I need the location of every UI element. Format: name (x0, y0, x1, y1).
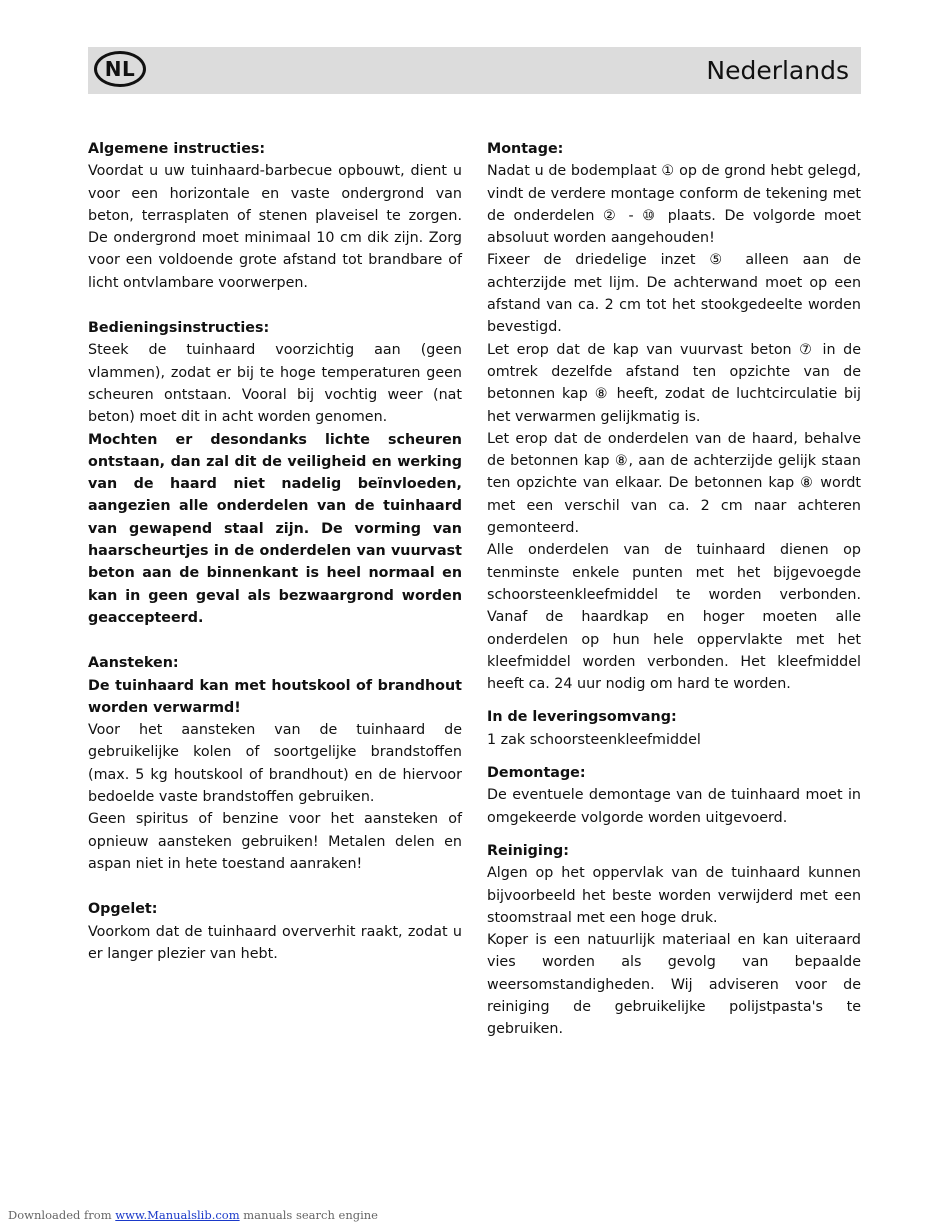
language-badge: NL (94, 51, 146, 87)
paragraph: Koper is een natuurlijk materiaal en kan uiteraard vies worden als gevolg van bepaalde weersomstandigheden. Wij adviseren voor de reiniging de gebruikelijke polijstpasta's te gebruiken. (487, 932, 861, 1038)
heading-aansteken: Aansteken: (88, 655, 179, 672)
paragraph: Let erop dat de kap van vuurvast beton ⑦ in de omtrek dezelfde afstand ten opzichte van de betonnen kap ⑧ heeft, zodat de luchtcirculatie bij het verwarmen gelijkmatig is. (487, 341, 861, 425)
paragraph: Nadat u de bodemplaat ① op de grond hebt gelegd, vindt de verdere montage conform de tekening met de onderdelen ② - ⑩ plaats. De volgorde moet absoluut worden aangehouden! (487, 163, 861, 247)
paragraph-bold: De tuinhaard kan met houtskool of brandhout worden verwarmd! (88, 677, 462, 716)
heading-levering: In de leveringsomvang: (487, 709, 677, 726)
paragraph: Steek de tuinhaard voorzichtig aan (geen vlammen), zodat er bij te hoge temperaturen geen scheuren ontstaan. Vooral bij vochtig weer (nat beton) moet dit in acht worden genomen. (88, 342, 462, 426)
language-title: Nederlands (706, 56, 849, 85)
section-aansteken (88, 652, 462, 875)
heading-bediening: Bedieningsinstructies: (88, 320, 270, 337)
paragraph: Algen op het oppervlak van de tuinhaard kunnen bijvoorbeeld het beste worden verwijderd met een stoomstraal met een hoge druk. (487, 865, 861, 926)
paragraph: Voorkom dat de tuinhaard oververhit raakt, zodat u er langer plezier van hebt. (88, 923, 462, 962)
paragraph: 1 zak schoorsteenkleefmiddel (487, 731, 701, 748)
section-reiniging (487, 840, 861, 1041)
page-header (88, 47, 861, 94)
section-montage (487, 138, 861, 695)
section-demontage (487, 762, 861, 829)
paragraph-bold: Mochten er desondanks lichte scheuren ontstaan, dan zal dit de veiligheid en werking van de haard niet nadelig beïnvloeden, aangezien alle onderdelen van de tuinhaard van gewapend staal zijn. De vorming van haarscheurtjes in de onderdelen van vuurvast beton aan de binnenkant is heel normaal en kan in geen geval als bezwaargrond worden geaccepteerd. (88, 431, 462, 626)
right-column (487, 138, 861, 1041)
heading-demontage: Demontage: (487, 765, 586, 782)
paragraph: Geen spiritus of benzine voor het aansteken of opnieuw aansteken gebruiken! Metalen delen en aspan niet in hete toestand aanraken! (88, 811, 462, 872)
left-column (88, 138, 462, 965)
paragraph: Voordat u uw tuinhaard-barbecue opbouwt, dient u voor een horizontale en vaste ondergrond van beton, terrasplaten of stenen plaveisel te zorgen. De ondergrond moet minimaal 10 cm dik zijn. Zorg voor een voldoende grote afstand tot brandbare of licht ontvlambare voorwerpen. (88, 163, 462, 291)
paragraph: De eventuele demontage van de tuinhaard moet in omgekeerde volgorde worden uitgevoerd. (487, 787, 861, 826)
section-levering (487, 706, 861, 751)
paragraph: Alle onderdelen van de tuinhaard dienen op tenminste enkele punten met het bijgevoegde schoorsteenkleefmiddel te worden verbonden. Vanaf de haardkap en hoger moeten alle onderdelen op hun hele oppervlakte met het kleefmiddel worden verbonden. Het kleefmiddel heeft ca. 24 uur nodig om hard te worden. (487, 542, 861, 693)
paragraph: Let erop dat de onderdelen van de haard, behalve de betonnen kap ⑧, aan de achterzijde gelijk staan ten opzichte van elkaar. De betonnen kap ⑧ wordt met een verschil van ca. 2 cm naar achteren gemonteerd. (487, 430, 861, 537)
paragraph: Fixeer de driedelige inzet ⑤ alleen aan de achterzijde met lijm. De achterwand moet op een afstand van ca. 2 cm tot het stookgedeelte worden bevestigd. (487, 252, 861, 336)
footer-prefix: Downloaded from (8, 1208, 112, 1222)
section-opgelet (88, 898, 462, 965)
heading-montage: Montage: (487, 141, 564, 157)
download-footer (8, 1208, 378, 1222)
heading-opgelet: Opgelet: (88, 901, 158, 918)
heading-algemene: Algemene instructies: (88, 141, 266, 157)
section-algemene (88, 138, 462, 294)
heading-reiniging: Reiniging: (487, 842, 569, 859)
paragraph: Voor het aansteken van de tuinhaard de gebruikelijke kolen of soortgelijke brandstoffen (max. 5 kg houtskool of brandhout) en de hiervoor bedoelde vaste brandstoffen gebruiken. (88, 722, 462, 806)
manualslib-link[interactable]: www.Manualslib.com (115, 1208, 240, 1222)
section-bediening (88, 317, 462, 629)
footer-suffix: manuals search engine (243, 1208, 378, 1222)
